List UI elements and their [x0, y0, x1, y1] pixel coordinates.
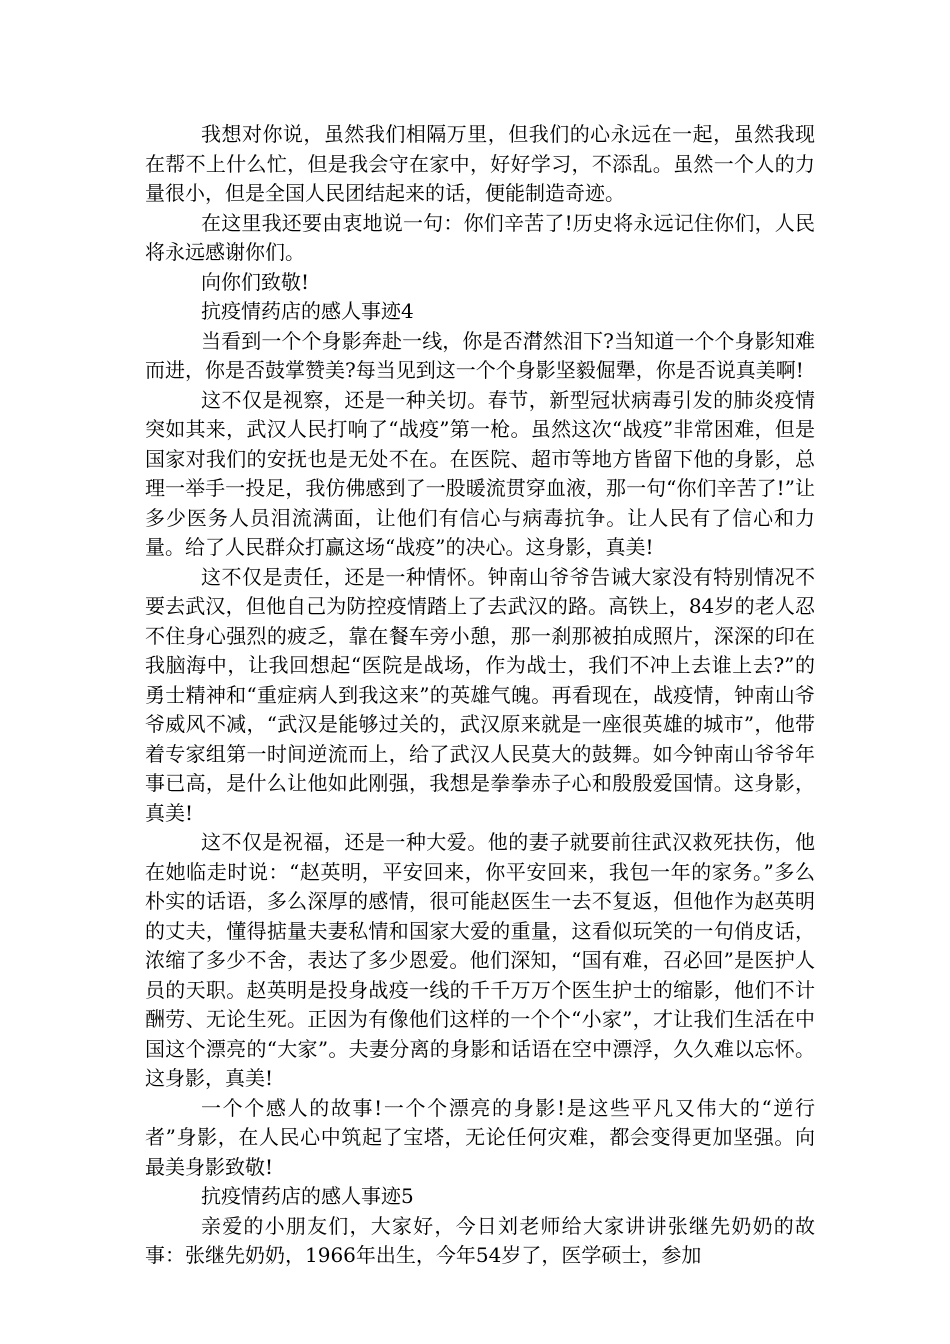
section-heading: 抗疫情药店的感人事迹4 [201, 299, 414, 323]
paragraph: 在这里我还要由衷地说一句：你们辛苦了!历史将永远记住你们，人民将永远感谢你们。 [145, 210, 815, 264]
paragraph: 我想对你说，虽然我们相隔万里，但我们的心永远在一起，虽然我现在帮不上什么忙，但是我会守在家中，好好学习，不添乱。虽然一个人的力量很小，但是全国人民团结起来的话，便能制造奇迹。 [145, 122, 815, 205]
document-body [145, 120, 815, 1271]
paragraph: 亲爱的小朋友们，大家好，今日刘老师给大家讲讲张继先奶奶的故事：张继先奶奶，1966年出生，今年54岁了，医学硕士，参加 [145, 1213, 815, 1267]
paragraph: 这不仅是视察，还是一种关切。春节，新型冠状病毒引发的肺炎疫情突如其来，武汉人民打响了“战疫”第一枪。虽然这次“战疫”非常困难，但是国家对我们的安抚也是无处不在。在医院、超市等地方皆留下他的身影，总理一举手一投足，我仿佛感到了一股暖流贯穿血液，那一句“你们辛苦了!”让多少医务人员泪流满面，让他们有信心与病毒抗争。让人民有了信心和力量。给了人民群众打赢这场“战疫”的决心。这身影，真美! [145, 387, 815, 559]
paragraph: 这不仅是责任，还是一种情怀。钟南山爷爷告诫大家没有特别情况不要去武汉，但他自己为防控疫情踏上了去武汉的路。高铁上，84岁的老人忍不住身心强烈的疲乏，靠在餐车旁小憩，那一刹那被拍成照片，深深的印在我脑海中，让我回想起“医院是战场，作为战士，我们不冲上去谁上去?”的勇士精神和“重症病人到我这来”的英雄气魄。再看现在，战疫情，钟南山爷爷威风不减，“武汉是能够过关的，武汉原来就是一座很英雄的城市”，他带着专家组第一时间逆流而上，给了武汉人民莫大的鼓舞。如今钟南山爷爷年事已高，是什么让他如此刚强，我想是拳拳赤子心和殷殷爱国情。这身影，真美! [145, 564, 815, 825]
paragraph: 向你们致敬! [201, 269, 310, 294]
section-heading: 抗疫情药店的感人事迹5 [201, 1184, 414, 1208]
paragraph: 一个个感人的故事!一个个漂亮的身影!是这些平凡又伟大的“逆行者”身影，在人民心中筑起了宝塔，无论任何灾难，都会变得更加坚强。向最美身影致敬! [145, 1095, 815, 1179]
paragraph: 这不仅是祝福，还是一种大爱。他的妻子就要前往武汉救死扶伤，他在她临走时说：“赵英明，平安回来，你平安回来，我包一年的家务。”多么朴实的话语，多么深厚的感情，很可能赵医生一去不复返，但他作为赵英明的丈夫，懂得掂量夫妻私情和国家大爱的重量，这看似玩笑的一句俏皮话，浓缩了多少不舍，表达了多少恩爱。他们深知，“国有难，召必回”是医护人员的天职。赵英明是投身战疫一线的千千万万个医生护士的缩影，他们不计酬劳、无论生死。正因为有像他们这样的一个个“小家”，才让我们生活在中国这个漂亮的“大家”。夫妻分离的身影和话语在空中漂浮，久久难以忘怀。这身影，真美! [145, 830, 815, 1090]
paragraph: 当看到一个个身影奔赴一线，你是否潸然泪下?当知道一个个身影知难而进，你是否鼓掌赞美?每当见到这一个个身影坚毅倔犟，你是否说真美啊! [145, 328, 815, 382]
